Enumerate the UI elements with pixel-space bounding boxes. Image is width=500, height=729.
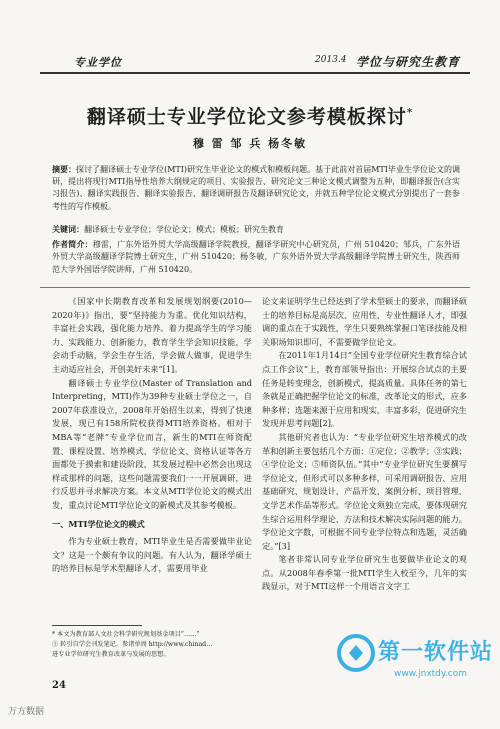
keywords-text: 翻译硕士专业学位；学位论文；模式；模板；研究生教育 (84, 225, 284, 234)
abstract-label: 摘要： (52, 164, 77, 174)
journal-name: 学位与研究生教育 (356, 55, 461, 69)
header-rule (40, 72, 470, 74)
author-info-label: 作者简介： (52, 239, 93, 249)
right-column (262, 295, 467, 594)
footnote: 进专业学位研究生教育改革与发展的思想。 (52, 651, 170, 658)
database-watermark: 万方数据 (8, 707, 45, 717)
paragraph: 其他研究者也认为：“专业学位研究生培养模式的改革和创新主要包括几个方面：①定位；②教学；③实践；④学位论文；⑤师资队伍。”其中“专业学位研究生要撰写学位论文，但形式可以多种多样，可采用调研报告、应用基础研究、规划设计、产品开发、案例分析、项目管理、文学艺术作品等形式。学位论文须独立完成，要体现研究生综合运用科学理论、方法和技术解决实际问题的能力。学位论文字数，可根据不同专业学位特点和选题，灵活确定。”[3] (262, 431, 467, 551)
running-header (0, 48, 500, 78)
footnotes (52, 630, 252, 660)
site-watermark-logo (336, 629, 496, 695)
issue-number: 2013.4 (315, 55, 347, 65)
author-info-text: 穆雷，广东外语外贸大学高级翻译学院教授，翻译学研究中心研究员，广州 510420；邹兵，广东外语外贸大学高级翻译学院博士研究生，广州 510420；杨冬敏，广东外语外贸大学高级翻译学院博士研究生，陕西师范大学外国语学院讲师，广州 510420。 (52, 240, 461, 274)
watermark-text: 第一软件站 (378, 640, 494, 665)
paragraph: 笔者非常认同专业学位研究生也要做毕业论文的观点。从2008年春季第一批MTI学生入校至今，几年的实践显示，对于MTI这样一个用语言文字工 (262, 554, 467, 592)
abstract-text: 探讨了翻译硕士专业学位(MTI)研究生毕业论文的模式和模板问题。基于此前对首届MTI毕业生学位论文的调研，提出将现行MTI指导性培养大纲规定的项目、实验报告、研究论文三种论文模式调整为五种，即翻译报告(含实习报告)、翻译实践报告、翻译实验报告、翻译调研报告及翻译研究论文，并就五种学位论文模式分别提出了一套参考性的写作模板。 (52, 165, 460, 211)
paragraph: 论文来证明学生已经达到了学术型硕士的要求，而翻译硕士的培养目标是高层次、应用性、专业性翻译人才，即强调的重点在于实践性，学生只要熟练掌握口笔译技能及相关职场知识即可，不需要做学位论文。 (262, 296, 467, 347)
page-number: 24 (52, 680, 66, 691)
section-divider (40, 287, 470, 288)
paragraph: 作为专业硕士教育，MTI毕业生是否需要做毕业论文？这是一个颇有争议的问题。有人认为，翻译学硕士的培养目标是学术型翻译人才，需要用毕业 (52, 536, 252, 574)
title-text: 翻译硕士专业学位论文参考模板探讨 (86, 106, 407, 128)
footnote: * 本文为教育部人文社会科学研究规划基金项目“……” (52, 631, 200, 638)
logo-icon (336, 633, 376, 673)
left-column (52, 295, 252, 576)
article-title (0, 102, 500, 129)
abstract (52, 163, 460, 213)
footnote: ① 转引自学会刊发笔记，参诸单周 http://www.chinad… (52, 641, 213, 648)
article-authors: 穆 雷 邹 兵 杨冬敏 (192, 137, 308, 150)
paragraph: 《国家中长期教育改革和发展规划纲要(2010—2020年)》指出，要“坚持能力为重。优化知识结构，丰富社会实践，强化能力培养。着力提高学生的学习能力、实践能力、创新能力，教育学生学会知识技能，学会动手动脑，学会生存生活，学会做人做事，促进学生主动适应社会，开创美好未来”[1]。 (52, 296, 252, 374)
section-label: 专业学位 (74, 56, 122, 69)
watermark-url: www.jnxtdy.com (394, 669, 468, 679)
keywords (52, 223, 460, 236)
footnote-rule (52, 625, 142, 626)
author-info (52, 238, 460, 276)
section-heading: 一、MTI学位论文的模式 (52, 518, 145, 529)
paragraph: 在2011年1月14日“全国专业学位研究生教育综合试点工作会议”上，教育部领导指出：开展综合试点的主要任务是转变理念，创新模式，提高质量。具体任务的第七条就是正确把握学位论文的标准，改革论文的形式，应多种多样；选题来源于应用和现实，丰富多彩，促进研究生发现并思考问题[2]。 (262, 350, 467, 429)
keywords-label: 关键词： (52, 224, 84, 234)
title-footnote-mark: * (406, 107, 414, 119)
paragraph: 翻译硕士专业学位(Master of Translation and Interpreting，MTI)作为39种专业硕士学位之一，自2007年获准设立，2008年开始招生以来，得到了快速发展，现已有158所院校获得MTI培养资格。相对于MBA等“老牌”专业学位而言，新生的MTI在师资配置、课程设置、培养模式、学位论文、资格认证等各方面都处于摸索和建设阶段，其发展过程中必然会出现这样或那样的问题，这些问题需要我们一一开展调研，进行反思并寻求解决方案。本文从MTI学位论文的模式出发，重点讨论MTI学位论文的新模式及其参考模板。 (52, 377, 252, 510)
